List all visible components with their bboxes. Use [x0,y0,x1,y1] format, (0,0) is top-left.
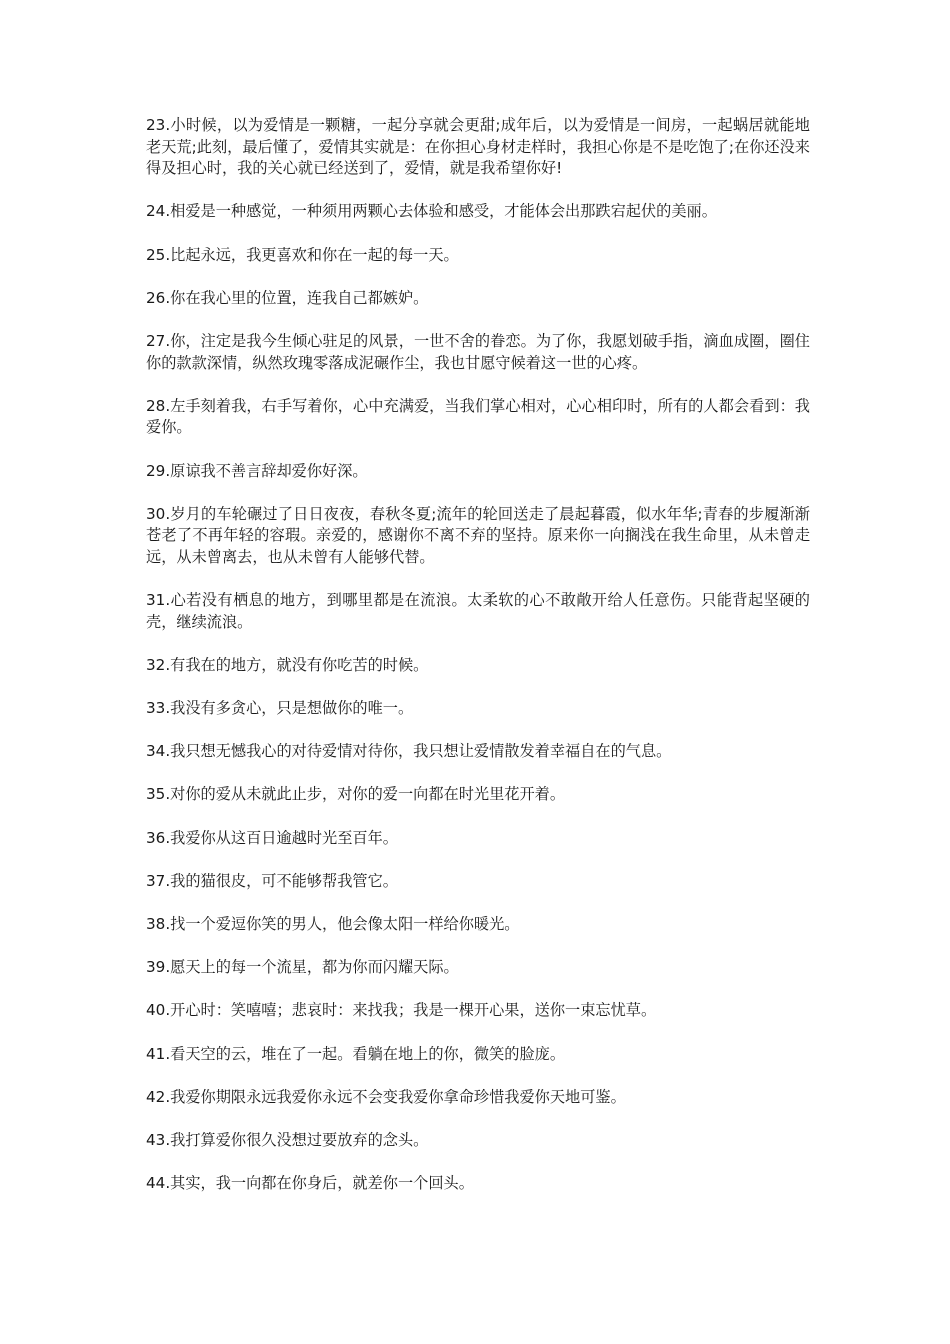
paragraph-23: 23.小时候，以为爱情是一颗糖，一起分享就会更甜;成年后，以为爱情是一间房，一起蜗居就能地老天荒;此刻，最后懂了，爱情其实就是：在你担心身材走样时，我担心你是不是吃饱了;在你还没来得及担心时，我的关心就已经送到了，爱情，就是我希望你好! [146,116,810,178]
paragraph-31: 31.心若没有栖息的地方，到哪里都是在流浪。太柔软的心不敢敞开给人任意伤。只能背起坚硬的壳，继续流浪。 [146,591,810,631]
paragraph-43: 43.我打算爱你很久没想过要放弃的念头。 [146,1130,429,1149]
paragraph-32: 32.有我在的地方，就没有你吃苦的时候。 [146,655,429,674]
document-body [146,115,810,1216]
paragraph-44: 44.其实，我一向都在你身后，就差你一个回头。 [146,1174,474,1193]
paragraph-36: 36.我爱你从这百日逾越时光至百年。 [146,828,398,847]
paragraph-41: 41.看天空的云，堆在了一起。看躺在地上的你，微笑的脸庞。 [146,1044,566,1063]
paragraph-24: 24.相爱是一种感觉，一种须用两颗心去体验和感受，才能体会出那跌宕起伏的美丽。 [146,202,717,221]
paragraph-34: 34.我只想无憾我心的对待爱情对待你，我只想让爱情散发着幸福自在的气息。 [146,742,672,761]
paragraph-29: 29.原谅我不善言辞却爱你好深。 [146,461,368,480]
paragraph-42: 42.我爱你期限永远我爱你永远不会变我爱你拿命珍惜我爱你天地可鉴。 [146,1087,626,1106]
paragraph-25: 25.比起永远，我更喜欢和你在一起的每一天。 [146,245,459,264]
paragraph-33: 33.我没有多贪心，只是想做你的唯一。 [146,699,414,718]
paragraph-39: 39.愿天上的每一个流星，都为你而闪耀天际。 [146,958,459,977]
paragraph-27: 27.你，注定是我今生倾心驻足的风景，一世不舍的眷恋。为了你，我愿划破手指，滴血成圈，圈住你的款款深情，纵然玫瑰零落成泥碾作尘，我也甘愿守候着这一世的心疼。 [146,331,810,372]
paragraph-38: 38.找一个爱逗你笑的男人，他会像太阳一样给你暖光。 [146,914,520,933]
paragraph-35: 35.对你的爱从未就此止步，对你的爱一向都在时光里花开着。 [146,785,566,804]
paragraph-40: 40.开心时：笑嘻嘻；悲哀时：来找我；我是一棵开心果，送你一束忘忧草。 [146,1001,657,1020]
paragraph-30: 30.岁月的车轮碾过了日日夜夜，春秋冬夏;流年的轮回送走了晨起暮霞，似水年华;青春的步履渐渐苍老了不再年轻的容瑕。亲爱的，感谢你不离不弃的坚持。原来你一向搁浅在我生命里，从未曾走远，从未曾离去，也从未曾有人能够代替。 [146,504,810,566]
paragraph-26: 26.你在我心里的位置，连我自己都嫉妒。 [146,288,429,307]
paragraph-28: 28.左手刻着我，右手写着你，心中充满爱，当我们掌心相对，心心相印时，所有的人都会看到：我爱你。 [146,396,810,437]
paragraph-37: 37.我的猫很皮，可不能够帮我管它。 [146,871,398,890]
